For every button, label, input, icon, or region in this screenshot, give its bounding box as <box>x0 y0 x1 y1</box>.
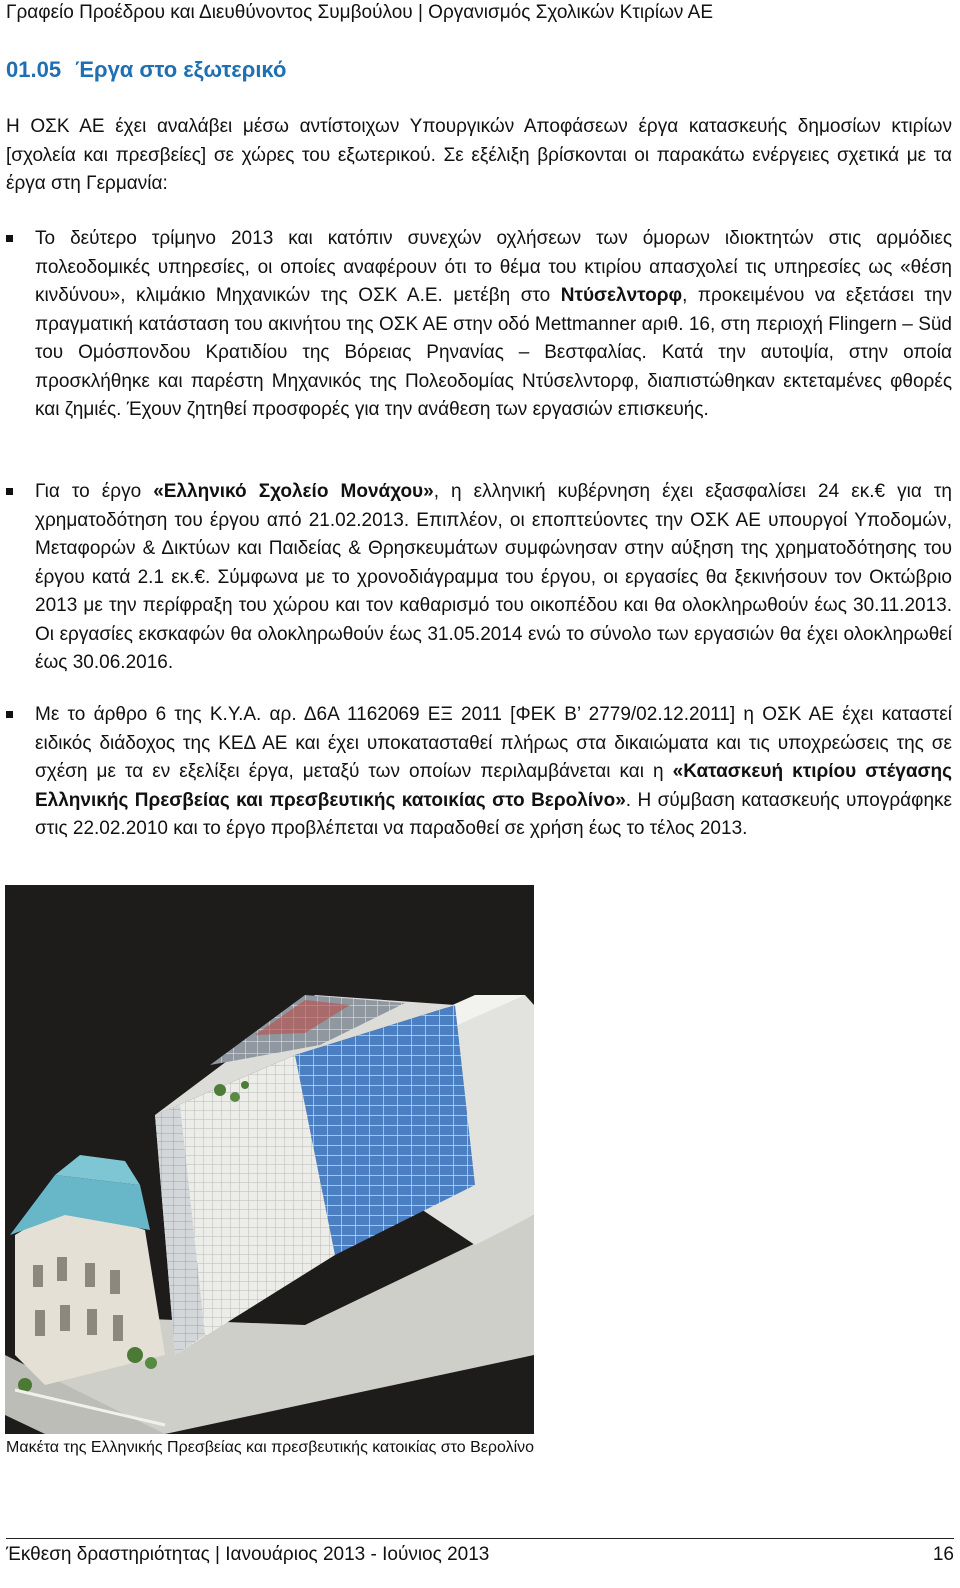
intro-paragraph: Η ΟΣΚ ΑΕ έχει αναλάβει μέσω αντίστοιχων Υπουργικών Αποφάσεων έργα κατασκευής δημοσίων κτιρίων [σχολεία και πρεσβείες] σε χώρες του εξωτερικού. Σε εξέλιξη βρίσκονται οι παρακάτω ενέργειες σχετικά με τα έργα στη Γερμανία: <box>6 116 952 194</box>
building-model-photo <box>5 885 534 1434</box>
bullet-text: Με το άρθρο 6 της Κ.Υ.Α. αρ. Δ6Α 1162069 ΕΞ 2011 [ΦΕΚ Β’ 2779/02.12.2011] η ΟΣΚ ΑΕ έχει καταστεί ειδικός διάδοχος της ΚΕΔ ΑΕ και έχει υποκατασταθεί πλήρως στα δικαιώματα και τις υποχρεώσεις της σε σχέση με τα εν εξελίξει έργα, μεταξύ των οποίων περιλαμβάνεται και η «Κατασκευή κτιρίου στέγασης Ελληνικής Πρεσβείας και πρεσβευτικής κατοικίας στο Βερολίνο». Η σύμβαση κατασκευής υπογράφηκε στις 22.02.2010 και το έργο προβλέπεται να παραδοθεί σε χρήση έως το τέλος 2013. <box>35 704 953 839</box>
figure-caption: Μακέτα της Ελληνικής Πρεσβείας και πρεσβευτικής κατοικίας στο Βερολίνο <box>6 1439 535 1456</box>
page-footer <box>6 1538 954 1575</box>
bullet-square-icon <box>6 488 13 495</box>
section-title <box>6 57 286 83</box>
page-header: Γραφείο Προέδρου και Διευθύνοντος Συμβούλου | Οργανισμός Σχολικών Κτιρίων ΑΕ <box>6 2 713 23</box>
bullet-square-icon <box>6 235 13 242</box>
bullet-text: Για το έργο «Ελληνικό Σχολείο Μονάχου», η ελληνική κυβέρνηση έχει εξασφαλίσει 24 εκ.€ για τη χρηματοδότηση του έργου από 21.02.2013. Επιπλέον, οι εποπτεύοντες την ΟΣΚ ΑΕ υπουργοί Υποδομών, Μεταφορών & Δικτύων και Παιδείας & Θρησκευμάτων συμφώνησαν στην αύξηση της χρηματοδότησης του έργου κατά 2.1 εκ.€. Σύμφωνα με το χρονοδιάγραμμα του έργου, οι εργασίες θα ξεκινήσουν τον Οκτώβριο 2013 με την περίφραξη του χώρου και τον καθαρισμό του οικοπέδου και θα ολοκληρωθούν έως 30.11.2013. Οι εργασίες εκσκαφών θα ολοκληρωθούν έως 31.05.2014 ενώ το σύνολο των εργασιών θα έχει ολοκληρωθεί έως 30.06.2016. <box>35 481 952 673</box>
section-number: 01.05 <box>6 57 62 82</box>
page-number: 16 <box>932 1544 954 1565</box>
bullet-square-icon <box>6 711 13 718</box>
footer-report-title: Έκθεση δραστηριότητας | Ιανουάριος 2013 - Ιούνιος 2013 <box>6 1544 490 1565</box>
bullet-item <box>6 225 952 425</box>
bold-text: Ντύσελντορφ <box>560 285 683 306</box>
bullet-text: Το δεύτερο τρίμηνο 2013 και κατόπιν συνεχών οχλήσεων των όμορων ιδιοκτητών στις αρμόδιες πολεοδομικές υπηρεσίες, οι οποίες αναφέρουν ότι το θέμα του κτιρίου απασχολεί τις υπηρεσίες ως «θέση κινδύνου», κλιμάκιο Μηχανικών της ΟΣΚ Α.Ε. μετέβη στο Ντύσελντορφ, προκειμένου να εξετάσει την πραγματική κατάσταση του ακινήτου της ΟΣΚ ΑΕ στην οδό Mettmanner αριθ. 16, στη περιοχή Flingern – Süd του Ομόσπονδου Κρατιδίου της Βόρειας Ρηνανίας – Βεστφαλίας. Κατά την αυτοψία, στην οποία προσκλήθηκε και παρέστη Μηχανικός της Πολεοδομίας Ντύσελντορφ, διαπιστώθηκαν εκτεταμένες φθορές και ζημιές. Έχουν ζητηθεί προσφορές για την ανάθεση των εργασιών επισκευής. <box>35 228 953 420</box>
bold-text: «Κατασκευή κτιρίου στέγασης Ελληνικής Πρεσβείας και πρεσβευτικής κατοικίας στο Βερολίνο» <box>35 761 953 811</box>
bold-text: «Ελληνικό Σχολείο Μονάχου» <box>153 481 434 502</box>
section-title-text: Έργα στο εξωτερικό <box>75 57 287 82</box>
bullet-item <box>6 478 952 678</box>
bullet-item <box>6 701 952 844</box>
